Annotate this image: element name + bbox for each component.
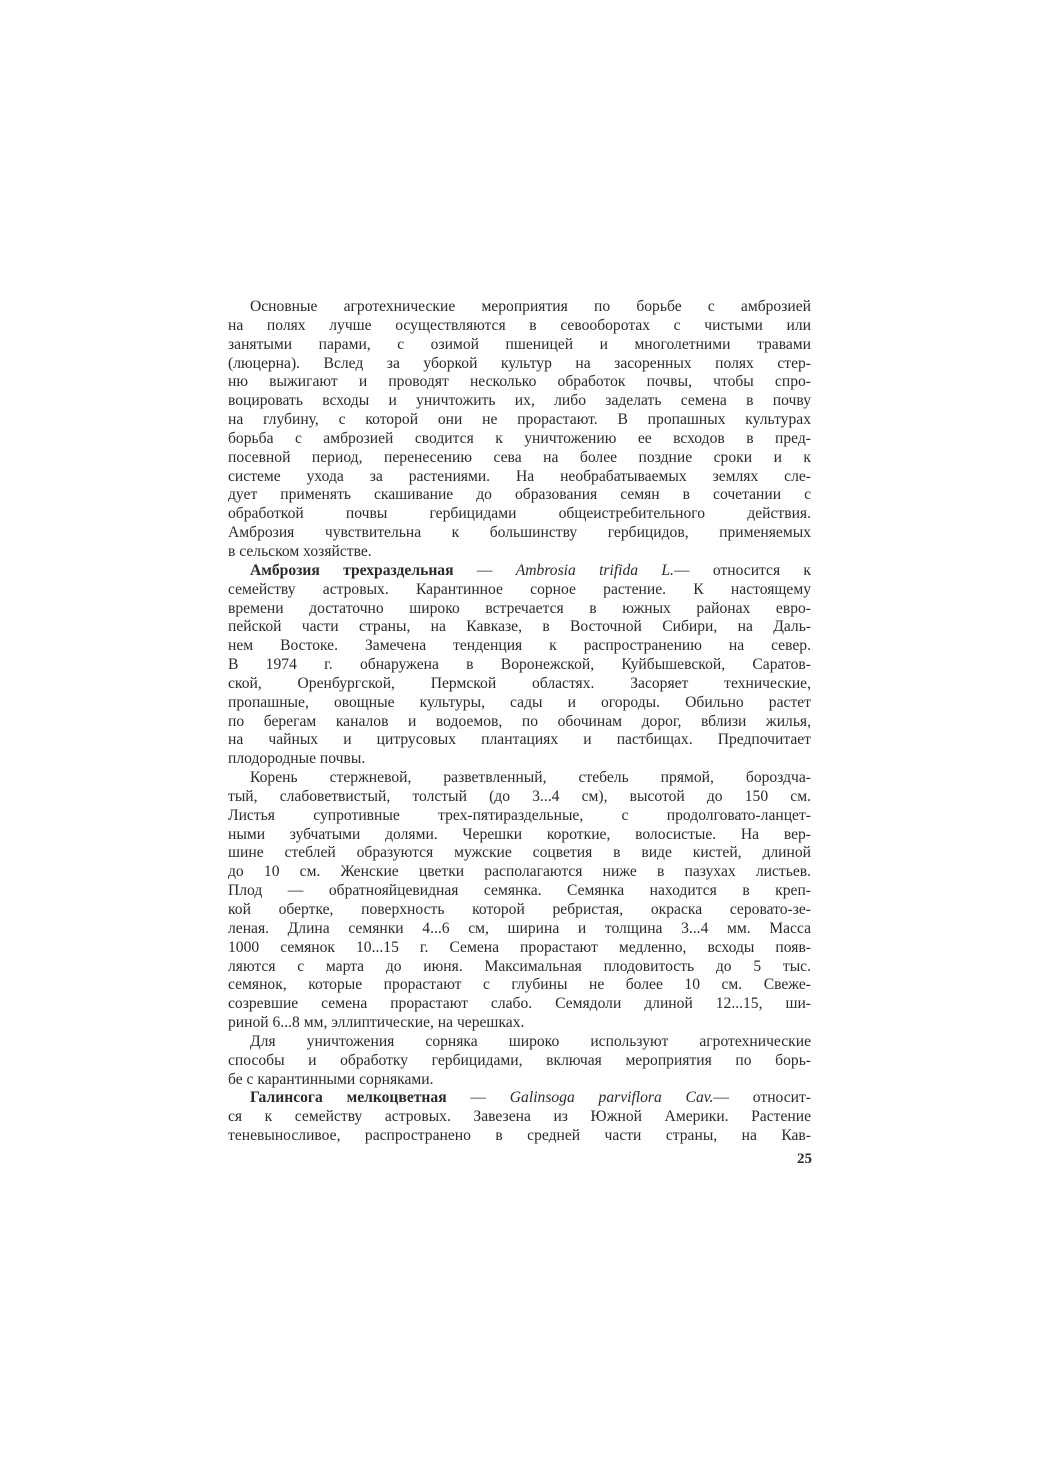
text-line: по берегам каналов и водоемов, по обочинам дорог, вблизи жилья, bbox=[228, 712, 811, 730]
paragraph-ambrosia-trifida bbox=[228, 562, 811, 769]
term-dash: — bbox=[446, 1089, 510, 1107]
text-line: ню выжигают и проводят несколько обработок почвы, чтобы спро- bbox=[228, 373, 811, 391]
text-line: пейской части страны, на Кавказе, в Восточной Сибири, на Даль- bbox=[228, 618, 811, 636]
text-line: созревшие семена прорастают слабо. Семядоли длиной 12...15, ши- bbox=[228, 995, 811, 1013]
text-line: на глубину, с которой они не прорастают. В пропашных культурах bbox=[228, 411, 811, 429]
term-dash: — bbox=[453, 561, 516, 579]
text-line: Для уничтожения сорняка широко используют агротехнические bbox=[250, 1032, 811, 1050]
text-line: семейству астровых. Карантинное сорное растение. К настоящему bbox=[228, 580, 811, 598]
text-line: бе с карантинными сорняками. bbox=[228, 1070, 434, 1088]
text-line: (люцерна). Вслед за уборкой культур на засоренных полях стер- bbox=[228, 354, 811, 372]
text-line: занятыми парами, с озимой пшеницей и многолетними травами bbox=[228, 335, 811, 353]
text-line: тый, слабоветвистый, толстый (до 3...4 см), высотой до 150 см. bbox=[228, 787, 811, 805]
text-line: шине стеблей образуются мужские соцветия в виде кистей, длиной bbox=[228, 844, 811, 862]
term-latin-name: Ambrosia trifida L. bbox=[515, 561, 674, 579]
text-line: времени достаточно широко встречается в южных районах евро- bbox=[228, 599, 811, 617]
text-line: ными зубчатыми долями. Черешки короткие, волосистые. На вер- bbox=[228, 825, 811, 843]
text-line: до 10 см. Женские цветки располагаются ниже в пазухах листьев. bbox=[228, 863, 811, 881]
paragraph-ambrosia-control bbox=[228, 298, 811, 562]
text-line: на чайных и цитрусовых плантациях и пастбищах. Предпочитает bbox=[228, 731, 811, 749]
term-rest: — относится к bbox=[673, 561, 812, 579]
text-line: плодородные почвы. bbox=[228, 750, 366, 768]
text-line: на полях лучше осуществляются в севооборотах с чистыми или bbox=[228, 316, 811, 334]
text-line: пропашные, овощные культуры, сады и огороды. Обильно растет bbox=[228, 693, 811, 711]
text-line: В 1974 г. обнаружена в Воронежской, Куйбышевской, Саратов- bbox=[228, 656, 811, 674]
term-name-bold: Галинсога мелкоцветная bbox=[250, 1089, 447, 1107]
text-line: обработкой почвы гербицидами общеистребительного действия. bbox=[228, 505, 811, 523]
text-line: Плод — обратнояйцевидная семянка. Семянка находится в креп- bbox=[228, 882, 811, 900]
text-line: ся к семейству астровых. Завезена из Южной Америки. Растение bbox=[228, 1108, 811, 1126]
term-name-bold: Амброзия трехраздельная bbox=[250, 561, 454, 579]
text-line: посевной период, перенесению сева на более поздние сроки и к bbox=[228, 448, 811, 466]
body-text bbox=[228, 298, 811, 1146]
text-line: теневыносливое, распространено в средней части страны, на Кав- bbox=[228, 1127, 811, 1145]
text-line: Листья супротивные трех-пятираздельные, с продолговато-ланцет- bbox=[228, 806, 811, 824]
text-line: борьба с амброзией сводится к уничтожению ее всходов в пред- bbox=[228, 429, 811, 447]
paragraph-galinsoga bbox=[228, 1089, 811, 1146]
text-line: дует применять скашивание до образования семян в сочетании с bbox=[228, 486, 811, 504]
text-line: леная. Длина семянки 4...6 см, ширина и толщина 3...4 мм. Масса bbox=[228, 919, 811, 937]
text-line: ляются с марта до июня. Максимальная плодовитость до 5 тыс. bbox=[228, 957, 811, 975]
text-line: воцировать всходы и уничтожить их, либо заделать семена в почву bbox=[228, 392, 811, 410]
text-line: в сельском хозяйстве. bbox=[228, 542, 372, 560]
text-line: Корень стержневой, разветвленный, стебель прямой, бороздча- bbox=[250, 769, 811, 787]
text-line: 1000 семянок 10...15 г. Семена прорастают медленно, всходы появ- bbox=[228, 938, 811, 956]
text-line: риной 6...8 мм, эллиптические, на черешках. bbox=[228, 1014, 525, 1032]
term-rest: — относит- bbox=[713, 1089, 811, 1107]
paragraph-morphology bbox=[228, 769, 811, 1033]
term-line bbox=[228, 562, 811, 581]
text-line: семянок, которые прорастают с глубины не более 10 см. Свеже- bbox=[228, 976, 811, 994]
page-number: 25 bbox=[797, 1151, 812, 1167]
text-line: кой обертке, поверхность которой ребристая, окраска серовато-зе- bbox=[228, 901, 811, 918]
term-line bbox=[228, 1089, 811, 1108]
text-line: способы и обработку гербицидами, включая мероприятия по борь- bbox=[228, 1051, 811, 1069]
text-line: ской, Оренбургской, Пермской областях. Засоряет технические, bbox=[228, 674, 811, 692]
text-line: нем Востоке. Замечена тенденция к распространению на север. bbox=[228, 637, 811, 655]
text-line: Амброзия чувствительна к большинству гербицидов, применяемых bbox=[228, 524, 811, 542]
paragraph-control-methods bbox=[228, 1033, 811, 1090]
term-latin-name: Galinsoga parviflora Cav. bbox=[509, 1089, 714, 1107]
text-line: системе ухода за растениями. На необрабатываемых землях сле- bbox=[228, 467, 811, 485]
text-line: Основные агротехнические мероприятия по борьбе с амброзией bbox=[250, 298, 811, 315]
